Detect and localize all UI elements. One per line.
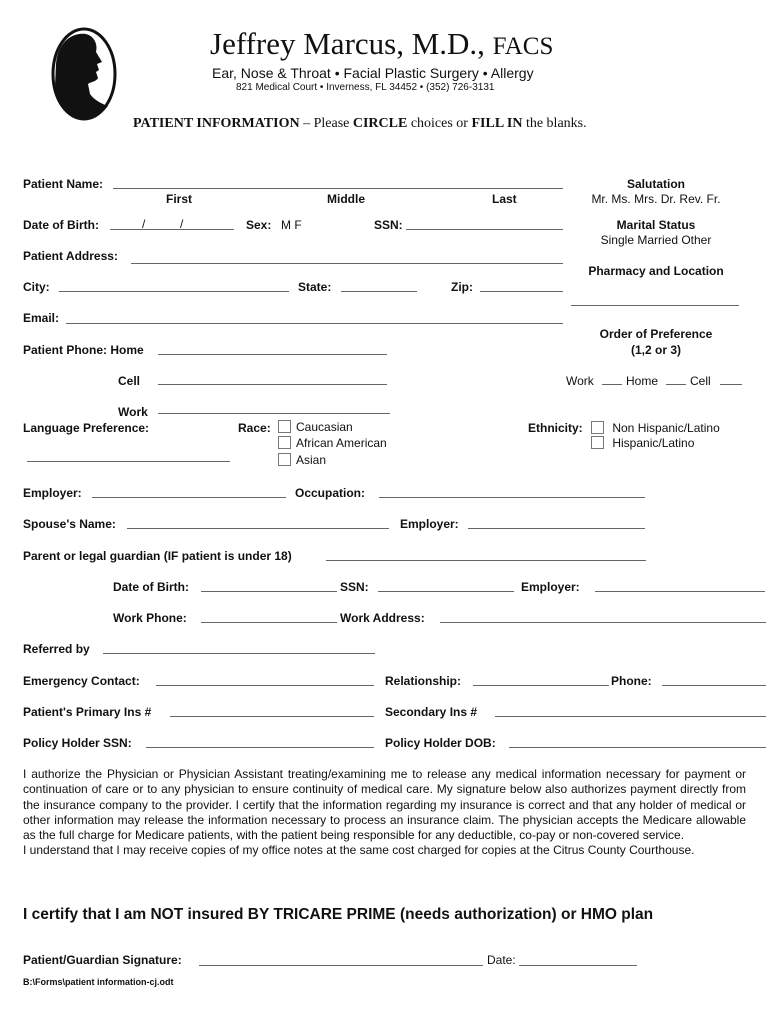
copies-paragraph: I understand that I may receive copies of my office notes at the same cost charged for copies at the Citrus County Courthouse. bbox=[23, 843, 695, 858]
race-option-african-american[interactable]: African American bbox=[278, 436, 387, 450]
order-home-line[interactable] bbox=[666, 384, 686, 385]
order-cell-line[interactable] bbox=[720, 384, 742, 385]
spouse-employer-label: Employer: bbox=[400, 517, 459, 531]
order-home-label: Home bbox=[626, 374, 659, 388]
profile-logo bbox=[50, 24, 118, 124]
phone-work-line[interactable] bbox=[158, 413, 390, 414]
guardian-employer-label: Employer: bbox=[521, 580, 580, 594]
authorization-text bbox=[23, 767, 746, 859]
checkbox[interactable] bbox=[278, 436, 291, 449]
policy-ssn-line[interactable] bbox=[146, 747, 374, 748]
order-work-line[interactable] bbox=[602, 384, 622, 385]
phone-cell-line[interactable] bbox=[158, 384, 387, 385]
guardian-dob-label: Date of Birth: bbox=[113, 580, 189, 594]
form-instructions: PATIENT INFORMATION – Please CIRCLE choices or FILL IN the blanks. bbox=[133, 116, 587, 131]
occupation-label: Occupation: bbox=[295, 486, 366, 500]
ethnicity-label: Ethnicity: bbox=[528, 421, 583, 435]
signature-label: Patient/Guardian Signature: bbox=[23, 953, 182, 967]
phone-cell-label: Cell bbox=[118, 374, 141, 388]
race-option-asian[interactable]: Asian bbox=[278, 453, 326, 467]
ethnicity-option-hispanic[interactable]: Hispanic/Latino bbox=[591, 436, 694, 450]
date-label: Date: bbox=[487, 953, 516, 967]
sex-options[interactable]: M F bbox=[281, 218, 302, 232]
ssn-line[interactable] bbox=[406, 229, 563, 230]
authorization-paragraph: I authorize the Physician or Physician Assistant treating/examining me to release any medical information necessary for payment or continuation of care or to any physician to ensure continuity of medical care. My signature below also authorizes payment directly from the insurance company to the provider. I certify that the information regarding my insurance is correct and that any holder of medical or other information may release the information necessary to process an insurance claim. The physician accepts the Medicare allowable as the full charge for Medicare patients, with the patient being responsible for any deductible, co-pay or non-covered service. bbox=[23, 767, 746, 843]
phone-home-line[interactable] bbox=[158, 354, 387, 355]
zip-label: Zip: bbox=[451, 280, 473, 294]
checkbox[interactable] bbox=[591, 421, 604, 434]
marital-options[interactable]: Single Married Other bbox=[600, 233, 712, 247]
emergency-line[interactable] bbox=[156, 685, 374, 686]
first-label: First bbox=[166, 192, 193, 206]
spouse-label: Spouse's Name: bbox=[23, 517, 116, 531]
spouse-employer-line[interactable] bbox=[468, 528, 645, 529]
policy-dob-line[interactable] bbox=[509, 747, 766, 748]
dob-separator: / bbox=[142, 217, 146, 231]
dob-separator: / bbox=[180, 217, 184, 231]
state-line[interactable] bbox=[341, 291, 417, 292]
guardian-work-address-label: Work Address: bbox=[340, 611, 425, 625]
pharmacy-heading: Pharmacy and Location bbox=[588, 264, 724, 278]
emergency-phone-label: Phone: bbox=[611, 674, 652, 688]
email-line[interactable] bbox=[66, 323, 563, 324]
race-label: Race: bbox=[238, 421, 271, 435]
language-label: Language Preference: bbox=[23, 421, 150, 435]
city-line[interactable] bbox=[59, 291, 289, 292]
relationship-label: Relationship: bbox=[385, 674, 462, 688]
clinic-address: 821 Medical Court • Inverness, FL 34452 • (352) 726-3131 bbox=[236, 82, 495, 93]
marital-heading: Marital Status bbox=[616, 218, 696, 232]
tricare-certification: I certify that I am NOT insured BY TRICARE PRIME (needs authorization) or HMO plan bbox=[23, 906, 654, 923]
ssn-label: SSN: bbox=[374, 218, 403, 232]
guardian-ssn-line[interactable] bbox=[378, 591, 514, 592]
guardian-dob-line[interactable] bbox=[201, 591, 337, 592]
address-line[interactable] bbox=[131, 263, 563, 264]
pharmacy-line[interactable] bbox=[571, 305, 739, 306]
ethnicity-option-non-hispanic[interactable]: Non Hispanic/Latino bbox=[591, 421, 720, 435]
language-line[interactable] bbox=[27, 461, 230, 462]
sex-label: Sex: bbox=[246, 218, 272, 232]
checkbox[interactable] bbox=[278, 420, 291, 433]
signature-line[interactable] bbox=[199, 965, 483, 966]
email-label: Email: bbox=[23, 311, 60, 325]
phone-home-label: Patient Phone: Home bbox=[23, 343, 144, 357]
middle-label: Middle bbox=[327, 192, 365, 206]
checkbox[interactable] bbox=[278, 453, 291, 466]
patient-name-line[interactable] bbox=[113, 188, 563, 189]
guardian-work-phone-label: Work Phone: bbox=[113, 611, 187, 625]
patient-name-label: Patient Name: bbox=[23, 177, 104, 191]
city-label: City: bbox=[23, 280, 50, 294]
salutation-heading: Salutation bbox=[626, 177, 685, 191]
referred-line[interactable] bbox=[103, 653, 375, 654]
specialties: Ear, Nose & Throat • Facial Plastic Surgery • Allergy bbox=[212, 65, 534, 81]
occupation-line[interactable] bbox=[379, 497, 645, 498]
employer-label: Employer: bbox=[23, 486, 82, 500]
doctor-name: Jeffrey Marcus, M.D., FACS bbox=[210, 26, 554, 61]
employer-line[interactable] bbox=[92, 497, 286, 498]
guardian-work-phone-line[interactable] bbox=[201, 622, 337, 623]
order-subheading: (1,2 or 3) bbox=[630, 343, 681, 357]
order-heading: Order of Preference bbox=[599, 327, 713, 341]
spouse-line[interactable] bbox=[127, 528, 389, 529]
guardian-work-address-line[interactable] bbox=[440, 622, 766, 623]
dob-line[interactable] bbox=[110, 229, 234, 230]
guardian-label: Parent or legal guardian (IF patient is under 18) bbox=[23, 549, 292, 563]
zip-line[interactable] bbox=[480, 291, 563, 292]
emergency-label: Emergency Contact: bbox=[23, 674, 140, 688]
race-option-caucasian[interactable]: Caucasian bbox=[278, 420, 353, 434]
order-cell-label: Cell bbox=[690, 374, 711, 388]
guardian-employer-line[interactable] bbox=[595, 591, 765, 592]
guardian-line[interactable] bbox=[326, 560, 646, 561]
emergency-phone-line[interactable] bbox=[662, 685, 766, 686]
state-label: State: bbox=[298, 280, 332, 294]
primary-ins-line[interactable] bbox=[170, 716, 374, 717]
file-path-footer: B:\Forms\patient information-cj.odt bbox=[23, 977, 174, 987]
referred-label: Referred by bbox=[23, 642, 90, 656]
relationship-line[interactable] bbox=[473, 685, 609, 686]
secondary-ins-line[interactable] bbox=[495, 716, 766, 717]
date-line[interactable] bbox=[519, 965, 637, 966]
phone-work-label: Work bbox=[118, 405, 148, 419]
last-label: Last bbox=[492, 192, 517, 206]
policy-dob-label: Policy Holder DOB: bbox=[385, 736, 496, 750]
dob-label: Date of Birth: bbox=[23, 218, 99, 232]
address-label: Patient Address: bbox=[23, 249, 118, 263]
secondary-ins-label: Secondary Ins # bbox=[385, 705, 478, 719]
salutation-options[interactable]: Mr. Ms. Mrs. Dr. Rev. Fr. bbox=[591, 192, 721, 206]
policy-ssn-label: Policy Holder SSN: bbox=[23, 736, 132, 750]
order-work-label: Work bbox=[566, 374, 594, 388]
primary-ins-label: Patient's Primary Ins # bbox=[23, 705, 152, 719]
guardian-ssn-label: SSN: bbox=[340, 580, 369, 594]
checkbox[interactable] bbox=[591, 436, 604, 449]
